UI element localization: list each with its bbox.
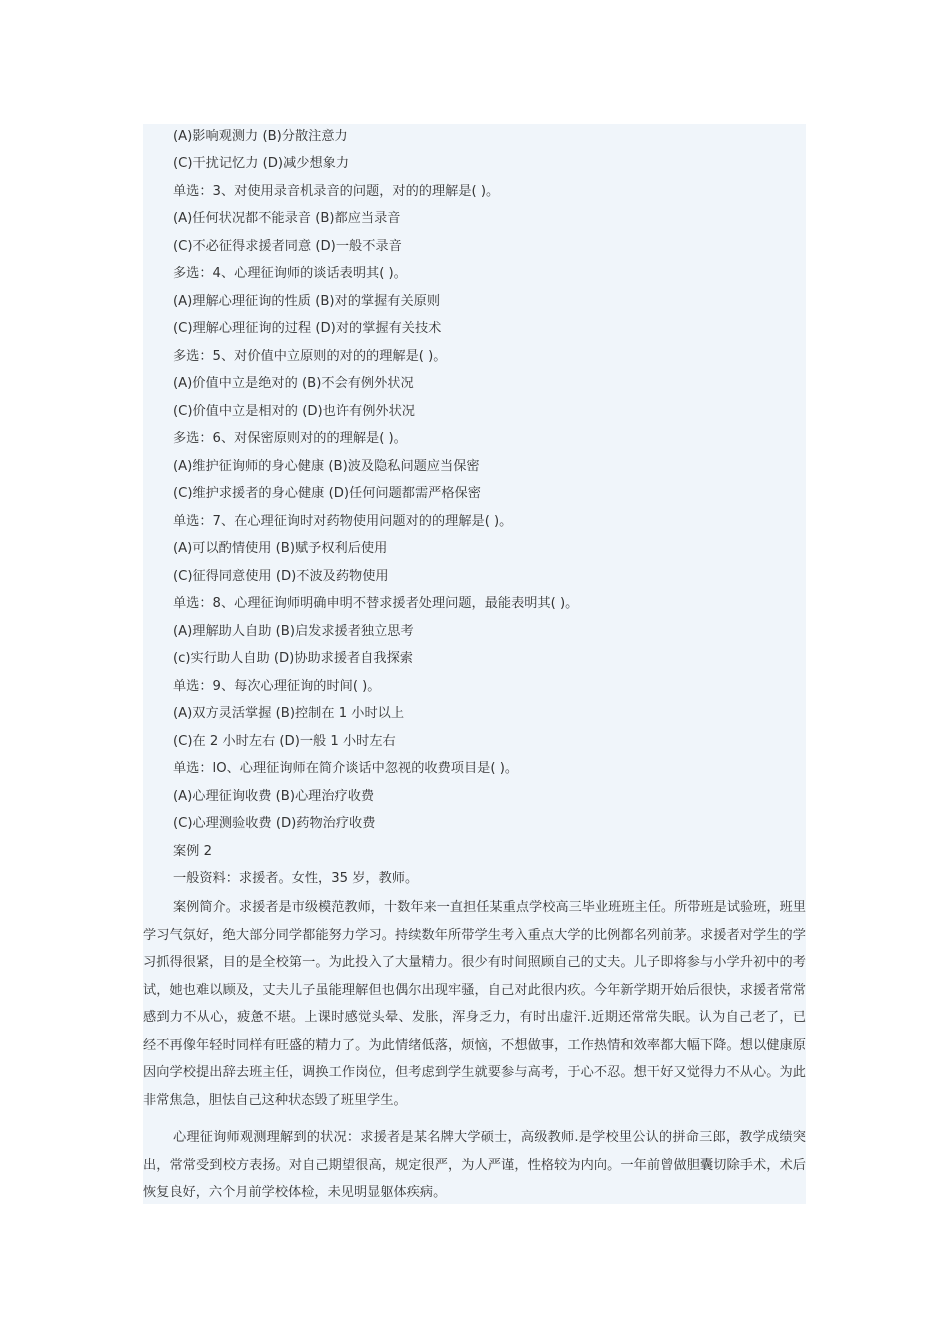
text-line: (C)干扰记忆力 (D)减少想象力 xyxy=(173,156,350,171)
question-line: 单选：3、对使用录音机录音的问题，对的的理解是( )。 xyxy=(173,184,500,199)
text-line: (A)心理征询收费 (B)心理治疗收费 xyxy=(173,789,375,804)
text-line: (A)理解助人自助 (B)启发求援者独立思考 xyxy=(173,624,414,639)
section-title: 案例 2 xyxy=(173,844,212,859)
text-line: (A)理解心理征询的性质 (B)对的掌握有关原则 xyxy=(173,294,441,309)
text-line: (A)价值中立是绝对的 (B)不会有例外状况 xyxy=(173,376,414,391)
text-line: (c)实行助人自助 (D)协助求援者自我探索 xyxy=(173,651,413,666)
observation-paragraph: 心理征询师观测理解到的状况：求援者是某名牌大学硕士，高级教师.是学校里公认的拼命三郎，教学成绩突出，常常受到校方表扬。对自己期望很高，规定很严，为人严谨，性格较为内向。一年前曾做胆囊切除手术，术后恢复良好，六个月前学校体检，未见明显躯体疾病。 xyxy=(143,1130,806,1200)
text-line: (A)维护征询师的身心健康 (B)波及隐私问题应当保密 xyxy=(173,459,480,474)
text-line: (C)维护求援者的身心健康 (D)任何问题都需严格保密 xyxy=(173,486,481,501)
question-line: 单选：9、每次心理征询的时间( )。 xyxy=(173,679,381,694)
text-line: (A)任何状况都不能录音 (B)都应当录音 xyxy=(173,211,401,226)
text-line: (A)影响观测力 (B)分散注意力 xyxy=(173,129,348,144)
question-line: 多选：4、心理征询师的谈话表明其( )。 xyxy=(173,266,407,281)
question-line: 多选：5、对价值中立原则的对的的理解是( )。 xyxy=(173,349,447,364)
text-line: (C)心理测验收费 (D)药物治疗收费 xyxy=(173,816,376,831)
question-line: 多选：6、对保密原则对的的理解是( )。 xyxy=(173,431,407,446)
general-info-line: 一般资料：求援者。女性，35 岁，教师。 xyxy=(173,871,419,886)
text-line: (C)价值中立是相对的 (D)也许有例外状况 xyxy=(173,404,415,419)
question-line: 单选：lO、心理征询师在简介谈话中忽视的收费项目是( )。 xyxy=(173,761,519,776)
document-body xyxy=(143,124,806,1204)
question-line: 单选：7、在心理征询时对药物使用问题对的的理解是( )。 xyxy=(173,514,513,529)
text-line: (C)不必征得求援者同意 (D)一般不录音 xyxy=(173,239,402,254)
text-line: (C)理解心理征询的过程 (D)对的掌握有关技术 xyxy=(173,321,442,336)
text-line: (A)可以酌情使用 (B)赋予权利后使用 xyxy=(173,541,388,556)
text-line: (A)双方灵活掌握 (B)控制在 1 小时以上 xyxy=(173,706,405,721)
text-line: (C)在 2 小时左右 (D)一般 1 小时左右 xyxy=(173,734,396,749)
text-line: (C)征得同意使用 (D)不波及药物使用 xyxy=(173,569,389,584)
question-line: 单选：8、心理征询师明确申明不替求援者处理问题，最能表明其( )。 xyxy=(173,596,579,611)
case-summary-paragraph: 案例简介。求援者是市级模范教师，十数年来一直担任某重点学校高三毕业班班主任。所带班是试验班，班里学习气氛好，绝大部分同学都能努力学习。持续数年所带学生考入重点大学的比例都名列前茅。求援者对学生的学习抓得很紧，目的是全校第一。为此投入了大量精力。很少有时间照顾自己的丈夫。儿子即将参与小学升初中的考试，她也难以顾及，丈夫儿子虽能理解但也偶尔出现牢骚，自己对此很内疚。今年新学期开始后很快，求援者常常感到力不从心，疲惫不堪。上课时感觉头晕、发胀，浑身乏力，有时出虚汗.近期还常常失眠。认为自己老了，已经不再像年轻时同样有旺盛的精力了。为此情绪低落，烦恼，不想做事，工作热情和效率都大幅下降。想以健康原因向学校提出辞去班主任，调换工作岗位，但考虑到学生就要参与高考，于心不忍。想干好又觉得力不从心。为此非常焦急，胆怯自己这种状态毁了班里学生。 xyxy=(143,900,806,1108)
